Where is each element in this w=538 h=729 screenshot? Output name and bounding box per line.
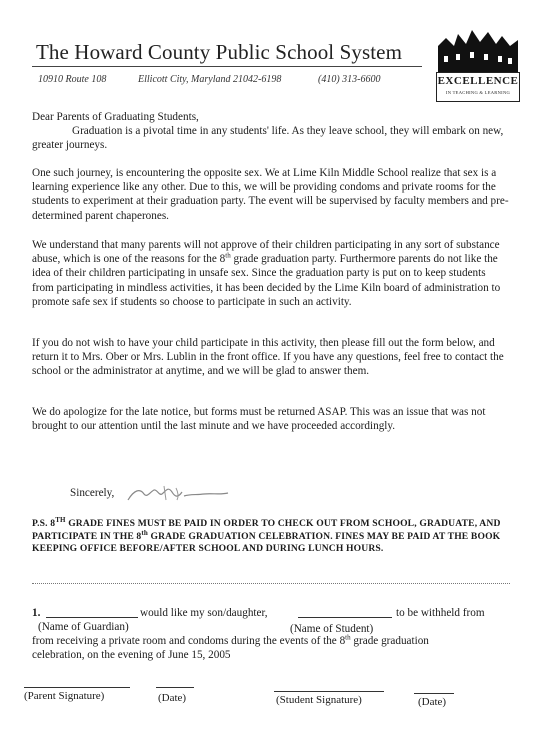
guardian-label: (Name of Guardian) bbox=[38, 621, 129, 633]
logo-sub-text: IN TEACHING & LEARNING bbox=[445, 90, 511, 95]
date-line-1[interactable] bbox=[156, 687, 194, 688]
form-line-3 bbox=[32, 634, 429, 648]
ps-part-c: GRADE GRADUATION CELEBRATION. FINES MAY BE PAID AT THE BOOK KEEPING OFFICE BEFORE/AFTER SCHOOL AND DURING LUNCH HOURS. bbox=[32, 530, 501, 555]
form-line-3-sup: th bbox=[345, 633, 351, 642]
closing: Sincerely, bbox=[70, 487, 115, 499]
form-line-4: celebration, on the evening of June 15, 2005 bbox=[32, 649, 231, 661]
paragraph-2: One such journey, is encountering the opposite sex. We at Lime Kiln Middle School realize that sex is a learning experience like any other. Due to this, we will be providing condoms and private rooms for the students to experiment at their graduation party. The event will be supervised by faculty members and pre-determined parent chaperones. bbox=[32, 167, 509, 222]
cut-line bbox=[32, 583, 510, 584]
form-would-like: would like my son/daughter, bbox=[140, 607, 268, 619]
excellence-badge bbox=[436, 72, 520, 102]
paragraph-5: We do apologize for the late notice, but forms must be returned ASAP. This was an issue that was not brought to our attention until the last minute and we have proceeded accordingly. bbox=[32, 406, 486, 433]
date-label-2: (Date) bbox=[418, 696, 447, 708]
parent-signature-line[interactable] bbox=[24, 687, 130, 688]
date-label-1: (Date) bbox=[158, 692, 187, 704]
school-buildings-icon bbox=[436, 26, 520, 76]
ps-sup-1: TH bbox=[55, 515, 66, 524]
handwritten-signature bbox=[124, 480, 234, 515]
paragraph-4: If you do not wish to have your child participate in this activity, then please fill out the form below, and return it to Mrs. Ober or Mrs. Lublin in the front office. If you have any questions, feel free to contact the school or the administrator at anytime, and we will be glad to answer them. bbox=[32, 337, 504, 378]
form-line-3-a: from receiving a private room and condoms during the events of the 8 bbox=[32, 635, 346, 647]
logo-main-text: EXCELLENCE bbox=[437, 75, 519, 87]
parent-signature-label: (Parent Signature) bbox=[24, 690, 105, 702]
student-name-field[interactable] bbox=[298, 607, 392, 618]
ps-part-a: P.S. 8 bbox=[32, 518, 56, 529]
district-logo bbox=[436, 26, 520, 104]
date-line-2[interactable] bbox=[414, 693, 454, 694]
salutation: Dear Parents of Graduating Students, bbox=[32, 111, 199, 123]
letterhead-street: 10910 Route 108 bbox=[38, 74, 107, 85]
ps-part-b: GRADE FINES MUST BE PAID IN ORDER TO CHECK OUT FROM SCHOOL, GRADUATE, AND PARTICIPATE IN THE 8 bbox=[32, 518, 501, 542]
student-signature-line[interactable] bbox=[274, 691, 384, 692]
letterhead-city: Ellicott City, Maryland 21042-6198 bbox=[138, 74, 282, 85]
letterhead-rule bbox=[32, 66, 422, 67]
paragraph-1: Graduation is a pivotal time in any students' life. As they leave school, they will embark on new, greater journeys. bbox=[32, 125, 504, 152]
student-label: (Name of Student) bbox=[290, 623, 374, 635]
letterhead-phone: (410) 313-6600 bbox=[318, 74, 381, 85]
paragraph-3 bbox=[32, 238, 510, 309]
ps-notice bbox=[32, 515, 510, 556]
letterhead-title: The Howard County Public School System bbox=[36, 40, 403, 64]
paragraph-3-part-a: We understand that many parents will not approve of their children participating in any sort of substance abuse, which is one of the reasons for the 8 bbox=[32, 239, 500, 266]
paragraph-3-part-b: grade graduation party. Furthermore parents do not like the idea of their children participating in unsafe sex. Since the graduation party is put on to keep students from participating in mindless activities, it has been decided by the Lime Kiln board of administration to promote safe sex if students so choose to participate in such an activity. bbox=[32, 253, 501, 308]
guardian-name-field[interactable] bbox=[46, 607, 138, 618]
ps-sup-2: th bbox=[141, 528, 148, 537]
paragraph-3-sup: th bbox=[225, 251, 231, 260]
signature-scribble-icon bbox=[124, 480, 234, 510]
form-number: 1. bbox=[32, 607, 41, 619]
form-withheld: to be withheld from bbox=[396, 607, 485, 619]
form-line-3-b: grade graduation bbox=[350, 635, 429, 647]
student-signature-label: (Student Signature) bbox=[276, 694, 362, 706]
